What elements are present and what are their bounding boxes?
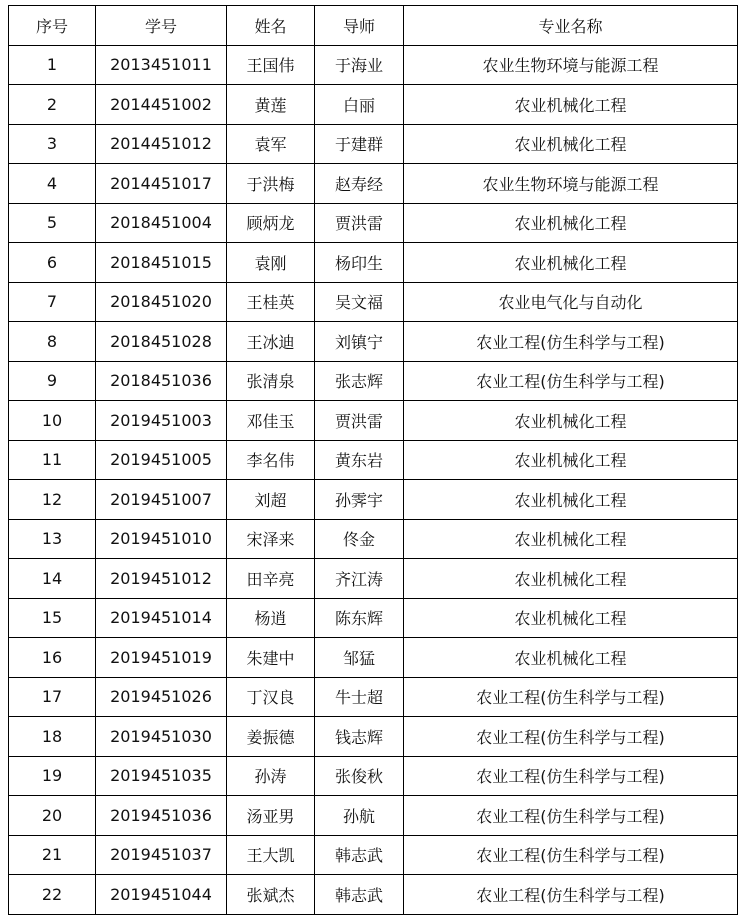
table-row	[9, 480, 738, 520]
cell-index: 9	[9, 361, 96, 401]
cell-name: 邓佳玉	[227, 401, 315, 441]
cell-major: 农业工程(仿生科学与工程)	[404, 322, 738, 362]
cell-student-id: 2018451036	[96, 361, 227, 401]
cell-student-id: 2018451020	[96, 282, 227, 322]
cell-name: 朱建中	[227, 638, 315, 678]
cell-advisor: 孙航	[315, 796, 404, 836]
table-header-row	[9, 6, 738, 46]
cell-advisor: 齐江涛	[315, 559, 404, 599]
table-row	[9, 717, 738, 757]
cell-index: 1	[9, 45, 96, 85]
cell-student-id: 2014451002	[96, 85, 227, 125]
cell-name: 袁刚	[227, 243, 315, 283]
cell-index: 8	[9, 322, 96, 362]
cell-index: 20	[9, 796, 96, 836]
cell-student-id: 2013451011	[96, 45, 227, 85]
cell-advisor: 陈东辉	[315, 598, 404, 638]
cell-major: 农业电气化与自动化	[404, 282, 738, 322]
cell-advisor: 白丽	[315, 85, 404, 125]
table-row	[9, 361, 738, 401]
header-advisor: 导师	[315, 6, 404, 46]
cell-index: 14	[9, 559, 96, 599]
cell-major: 农业机械化工程	[404, 440, 738, 480]
table-row	[9, 677, 738, 717]
cell-major: 农业工程(仿生科学与工程)	[404, 835, 738, 875]
cell-student-id: 2019451044	[96, 875, 227, 915]
cell-student-id: 2018451015	[96, 243, 227, 283]
cell-index: 16	[9, 638, 96, 678]
cell-student-id: 2019451007	[96, 480, 227, 520]
cell-advisor: 钱志辉	[315, 717, 404, 757]
cell-advisor: 佟金	[315, 519, 404, 559]
cell-student-id: 2019451014	[96, 598, 227, 638]
cell-name: 顾炳龙	[227, 203, 315, 243]
cell-index: 21	[9, 835, 96, 875]
table-row	[9, 519, 738, 559]
cell-major: 农业机械化工程	[404, 559, 738, 599]
cell-name: 张斌杰	[227, 875, 315, 915]
cell-index: 12	[9, 480, 96, 520]
cell-advisor: 贾洪雷	[315, 401, 404, 441]
cell-major: 农业工程(仿生科学与工程)	[404, 677, 738, 717]
cell-advisor: 于海业	[315, 45, 404, 85]
cell-index: 15	[9, 598, 96, 638]
cell-advisor: 赵寿经	[315, 164, 404, 204]
cell-advisor: 黄东岩	[315, 440, 404, 480]
cell-index: 13	[9, 519, 96, 559]
cell-name: 刘超	[227, 480, 315, 520]
student-table-container	[8, 5, 738, 915]
table-row	[9, 164, 738, 204]
cell-name: 黄莲	[227, 85, 315, 125]
table-row	[9, 638, 738, 678]
cell-major: 农业生物环境与能源工程	[404, 164, 738, 204]
cell-name: 于洪梅	[227, 164, 315, 204]
cell-advisor: 牛士超	[315, 677, 404, 717]
cell-index: 5	[9, 203, 96, 243]
cell-index: 11	[9, 440, 96, 480]
header-name: 姓名	[227, 6, 315, 46]
table-row	[9, 243, 738, 283]
cell-major: 农业机械化工程	[404, 85, 738, 125]
cell-advisor: 吴文福	[315, 282, 404, 322]
table-row	[9, 875, 738, 915]
cell-index: 22	[9, 875, 96, 915]
cell-major: 农业机械化工程	[404, 598, 738, 638]
cell-student-id: 2019451019	[96, 638, 227, 678]
cell-student-id: 2019451005	[96, 440, 227, 480]
cell-name: 王大凯	[227, 835, 315, 875]
cell-student-id: 2014451017	[96, 164, 227, 204]
cell-index: 4	[9, 164, 96, 204]
cell-student-id: 2019451010	[96, 519, 227, 559]
cell-name: 王桂英	[227, 282, 315, 322]
cell-index: 19	[9, 756, 96, 796]
cell-major: 农业生物环境与能源工程	[404, 45, 738, 85]
cell-student-id: 2019451036	[96, 796, 227, 836]
student-advisor-table	[8, 5, 738, 915]
cell-index: 7	[9, 282, 96, 322]
cell-advisor: 邹猛	[315, 638, 404, 678]
table-row	[9, 45, 738, 85]
header-major: 专业名称	[404, 6, 738, 46]
cell-major: 农业机械化工程	[404, 480, 738, 520]
cell-major: 农业工程(仿生科学与工程)	[404, 875, 738, 915]
cell-index: 18	[9, 717, 96, 757]
table-row	[9, 598, 738, 638]
cell-major: 农业工程(仿生科学与工程)	[404, 361, 738, 401]
cell-student-id: 2019451037	[96, 835, 227, 875]
cell-name: 姜振德	[227, 717, 315, 757]
table-row	[9, 440, 738, 480]
cell-major: 农业机械化工程	[404, 243, 738, 283]
cell-advisor: 张俊秋	[315, 756, 404, 796]
table-row	[9, 796, 738, 836]
cell-advisor: 刘镇宁	[315, 322, 404, 362]
cell-name: 王冰迪	[227, 322, 315, 362]
table-row	[9, 756, 738, 796]
cell-name: 李名伟	[227, 440, 315, 480]
cell-name: 杨逍	[227, 598, 315, 638]
cell-name: 张清泉	[227, 361, 315, 401]
cell-advisor: 韩志武	[315, 835, 404, 875]
cell-index: 6	[9, 243, 96, 283]
cell-student-id: 2019451030	[96, 717, 227, 757]
cell-student-id: 2019451026	[96, 677, 227, 717]
table-row	[9, 124, 738, 164]
cell-name: 丁汉良	[227, 677, 315, 717]
table-row	[9, 85, 738, 125]
cell-student-id: 2019451003	[96, 401, 227, 441]
cell-name: 汤亚男	[227, 796, 315, 836]
cell-name: 田辛亮	[227, 559, 315, 599]
cell-major: 农业机械化工程	[404, 519, 738, 559]
cell-index: 17	[9, 677, 96, 717]
cell-major: 农业工程(仿生科学与工程)	[404, 796, 738, 836]
cell-advisor: 张志辉	[315, 361, 404, 401]
cell-student-id: 2019451035	[96, 756, 227, 796]
cell-major: 农业机械化工程	[404, 638, 738, 678]
cell-index: 3	[9, 124, 96, 164]
cell-index: 2	[9, 85, 96, 125]
cell-name: 孙涛	[227, 756, 315, 796]
table-row	[9, 282, 738, 322]
cell-name: 袁军	[227, 124, 315, 164]
cell-advisor: 韩志武	[315, 875, 404, 915]
cell-major: 农业机械化工程	[404, 203, 738, 243]
table-row	[9, 835, 738, 875]
cell-advisor: 杨印生	[315, 243, 404, 283]
cell-name: 宋泽来	[227, 519, 315, 559]
cell-student-id: 2014451012	[96, 124, 227, 164]
table-row	[9, 559, 738, 599]
cell-name: 王国伟	[227, 45, 315, 85]
header-student-id: 学号	[96, 6, 227, 46]
cell-student-id: 2018451004	[96, 203, 227, 243]
cell-major: 农业机械化工程	[404, 401, 738, 441]
cell-major: 农业机械化工程	[404, 124, 738, 164]
cell-advisor: 于建群	[315, 124, 404, 164]
table-row	[9, 401, 738, 441]
table-row	[9, 203, 738, 243]
cell-student-id: 2018451028	[96, 322, 227, 362]
cell-major: 农业工程(仿生科学与工程)	[404, 717, 738, 757]
cell-advisor: 孙霁宇	[315, 480, 404, 520]
cell-index: 10	[9, 401, 96, 441]
table-row	[9, 322, 738, 362]
cell-student-id: 2019451012	[96, 559, 227, 599]
cell-major: 农业工程(仿生科学与工程)	[404, 756, 738, 796]
header-index: 序号	[9, 6, 96, 46]
table-body	[9, 45, 738, 914]
cell-advisor: 贾洪雷	[315, 203, 404, 243]
